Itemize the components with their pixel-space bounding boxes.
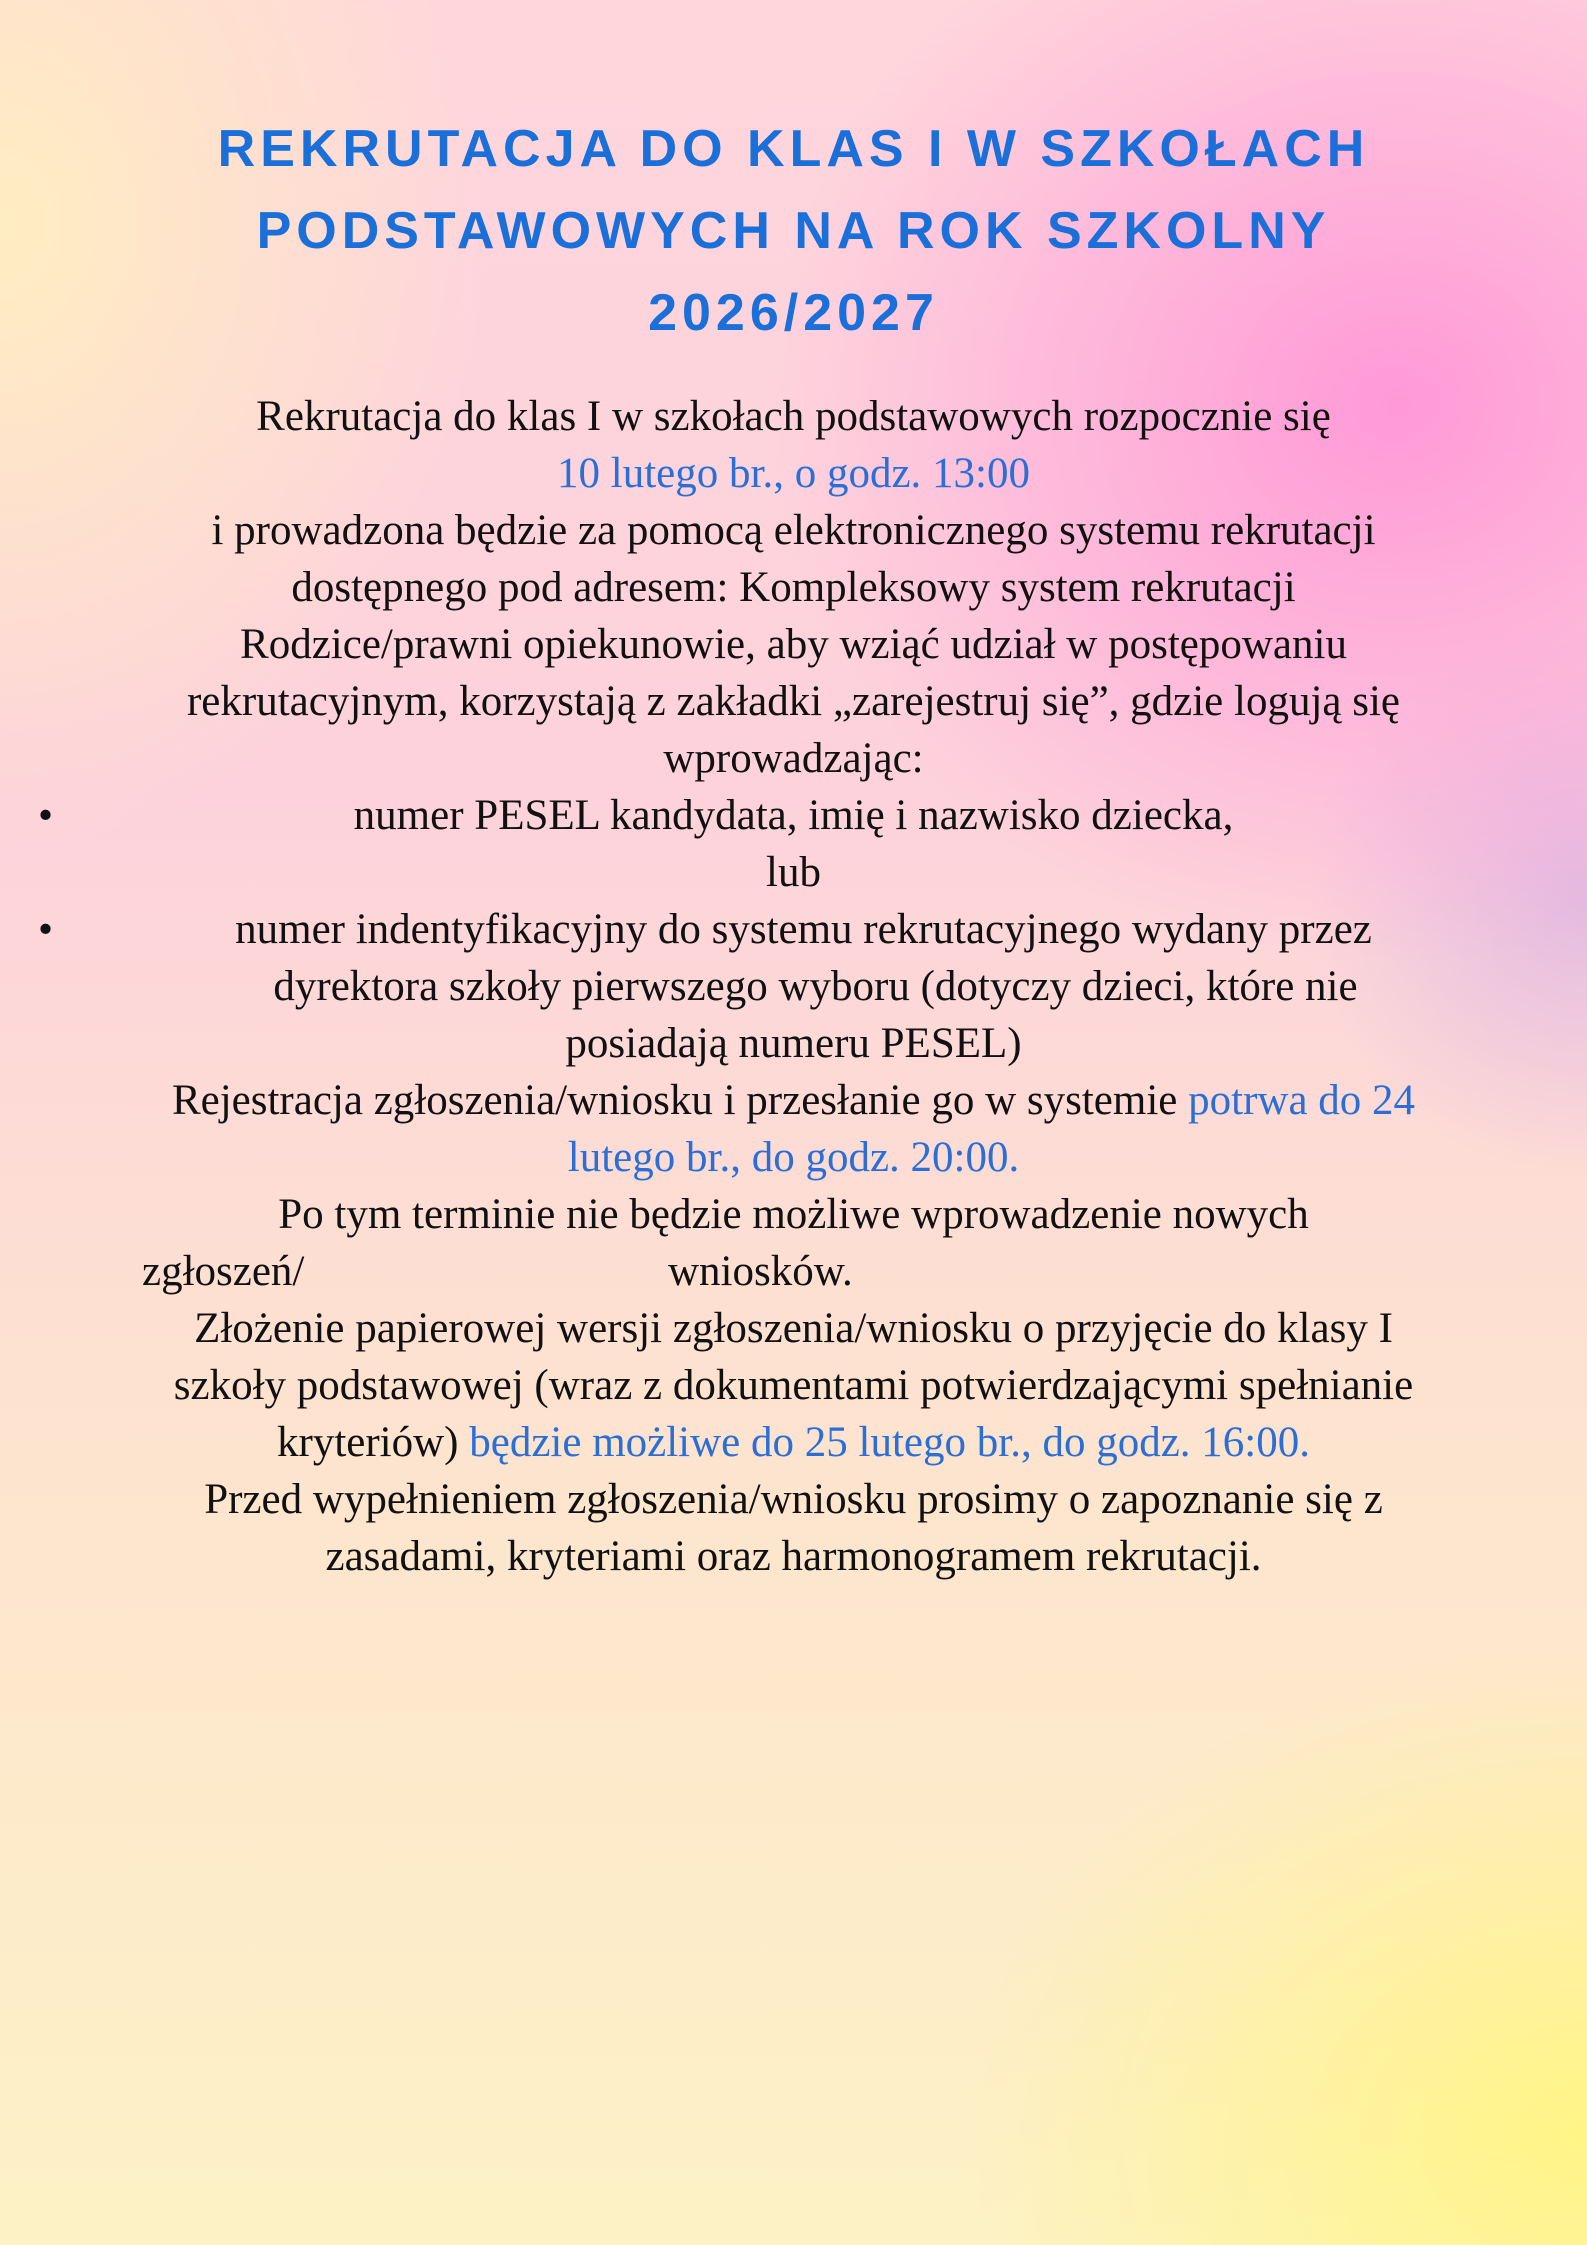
registration-deadline-part-1: potrwa do 24 <box>1188 1077 1416 1124</box>
p1-line-3: i prowadzona będzie za pomocą elektronicznego systemu rekrutacji <box>211 507 1376 554</box>
bullet-dot-icon: • <box>38 792 54 839</box>
p5-line-1: Złożenie papierowej wersji zgłoszenia/wniosku o przyjęcie do klasy I <box>194 1305 1393 1352</box>
p5-line-3 <box>0 1414 1587 1471</box>
p6-line-2: zasadami, kryteriami oraz harmonogramem rekrutacji. <box>325 1533 1262 1580</box>
bullet-dot-icon: • <box>38 906 54 953</box>
or-text: lub <box>766 849 821 896</box>
p1-line-4: dostępnego pod adresem: Kompleksowy system rekrutacji <box>291 564 1296 611</box>
p4-line-2-right: wniosków. <box>668 1248 853 1295</box>
p5-line-2: szkoły podstawowej (wraz z dokumentami potwierdzającymi spełnianie <box>173 1362 1414 1409</box>
p3-line-1-text: Rejestracja zgłoszenia/wniosku i przesłanie go w systemie <box>171 1077 1189 1124</box>
bullet-item-2 <box>0 901 1587 958</box>
bullet-2-line-2: dyrektora szkoły pierwszego wyboru (dotyczy dzieci, które nie <box>273 963 1358 1010</box>
p4-line-1: Po tym terminie nie będzie możliwe wprowadzenie nowych <box>278 1191 1309 1238</box>
p3-line-1 <box>0 1072 1587 1129</box>
bullet-2-line-1: numer indentyfikacyjny do systemu rekrutacyjnego wydany przez <box>235 906 1372 953</box>
title-line-2: PODSTAWOWYCH NA ROK SZKOLNY <box>256 202 1331 260</box>
bullet-2-line-3: posiadają numeru PESEL) <box>565 1020 1022 1067</box>
p6-line-1: Przed wypełnieniem zgłoszenia/wniosku prosimy o zapoznanie się z <box>204 1476 1383 1523</box>
poster-body <box>0 388 1587 1585</box>
paper-deadline: będzie możliwe do 25 lutego br., do godz. 16:00. <box>469 1419 1310 1466</box>
bullet-item-1 <box>0 787 1587 844</box>
registration-deadline-part-2: lutego br., do godz. 20:00. <box>567 1134 1020 1181</box>
p2-line-3: wprowadzając: <box>663 735 924 782</box>
start-date: 10 lutego br., o godz. 13:00 <box>557 450 1030 497</box>
p2-line-2: rekrutacyjnym, korzystają z zakładki „zarejestruj się”, gdzie logują się <box>186 678 1401 725</box>
p5-line-3-text: kryteriów) <box>277 1419 470 1466</box>
poster-title <box>100 108 1487 354</box>
bullet-1-text: numer PESEL kandydata, imię i nazwisko dziecka, <box>353 792 1234 839</box>
title-line-1: REKRUTACJA DO KLAS I W SZKOŁACH <box>217 120 1370 178</box>
title-line-3: 2026/2027 <box>648 284 939 342</box>
p4-line-2-left: zgłoszeń/ <box>142 1248 305 1295</box>
p1-line-1: Rekrutacja do klas I w szkołach podstawowych rozpocznie się <box>256 393 1331 440</box>
p2-line-1: Rodzice/prawni opiekunowie, aby wziąć udział w postępowaniu <box>240 621 1347 668</box>
p4-line-2 <box>0 1243 1587 1300</box>
